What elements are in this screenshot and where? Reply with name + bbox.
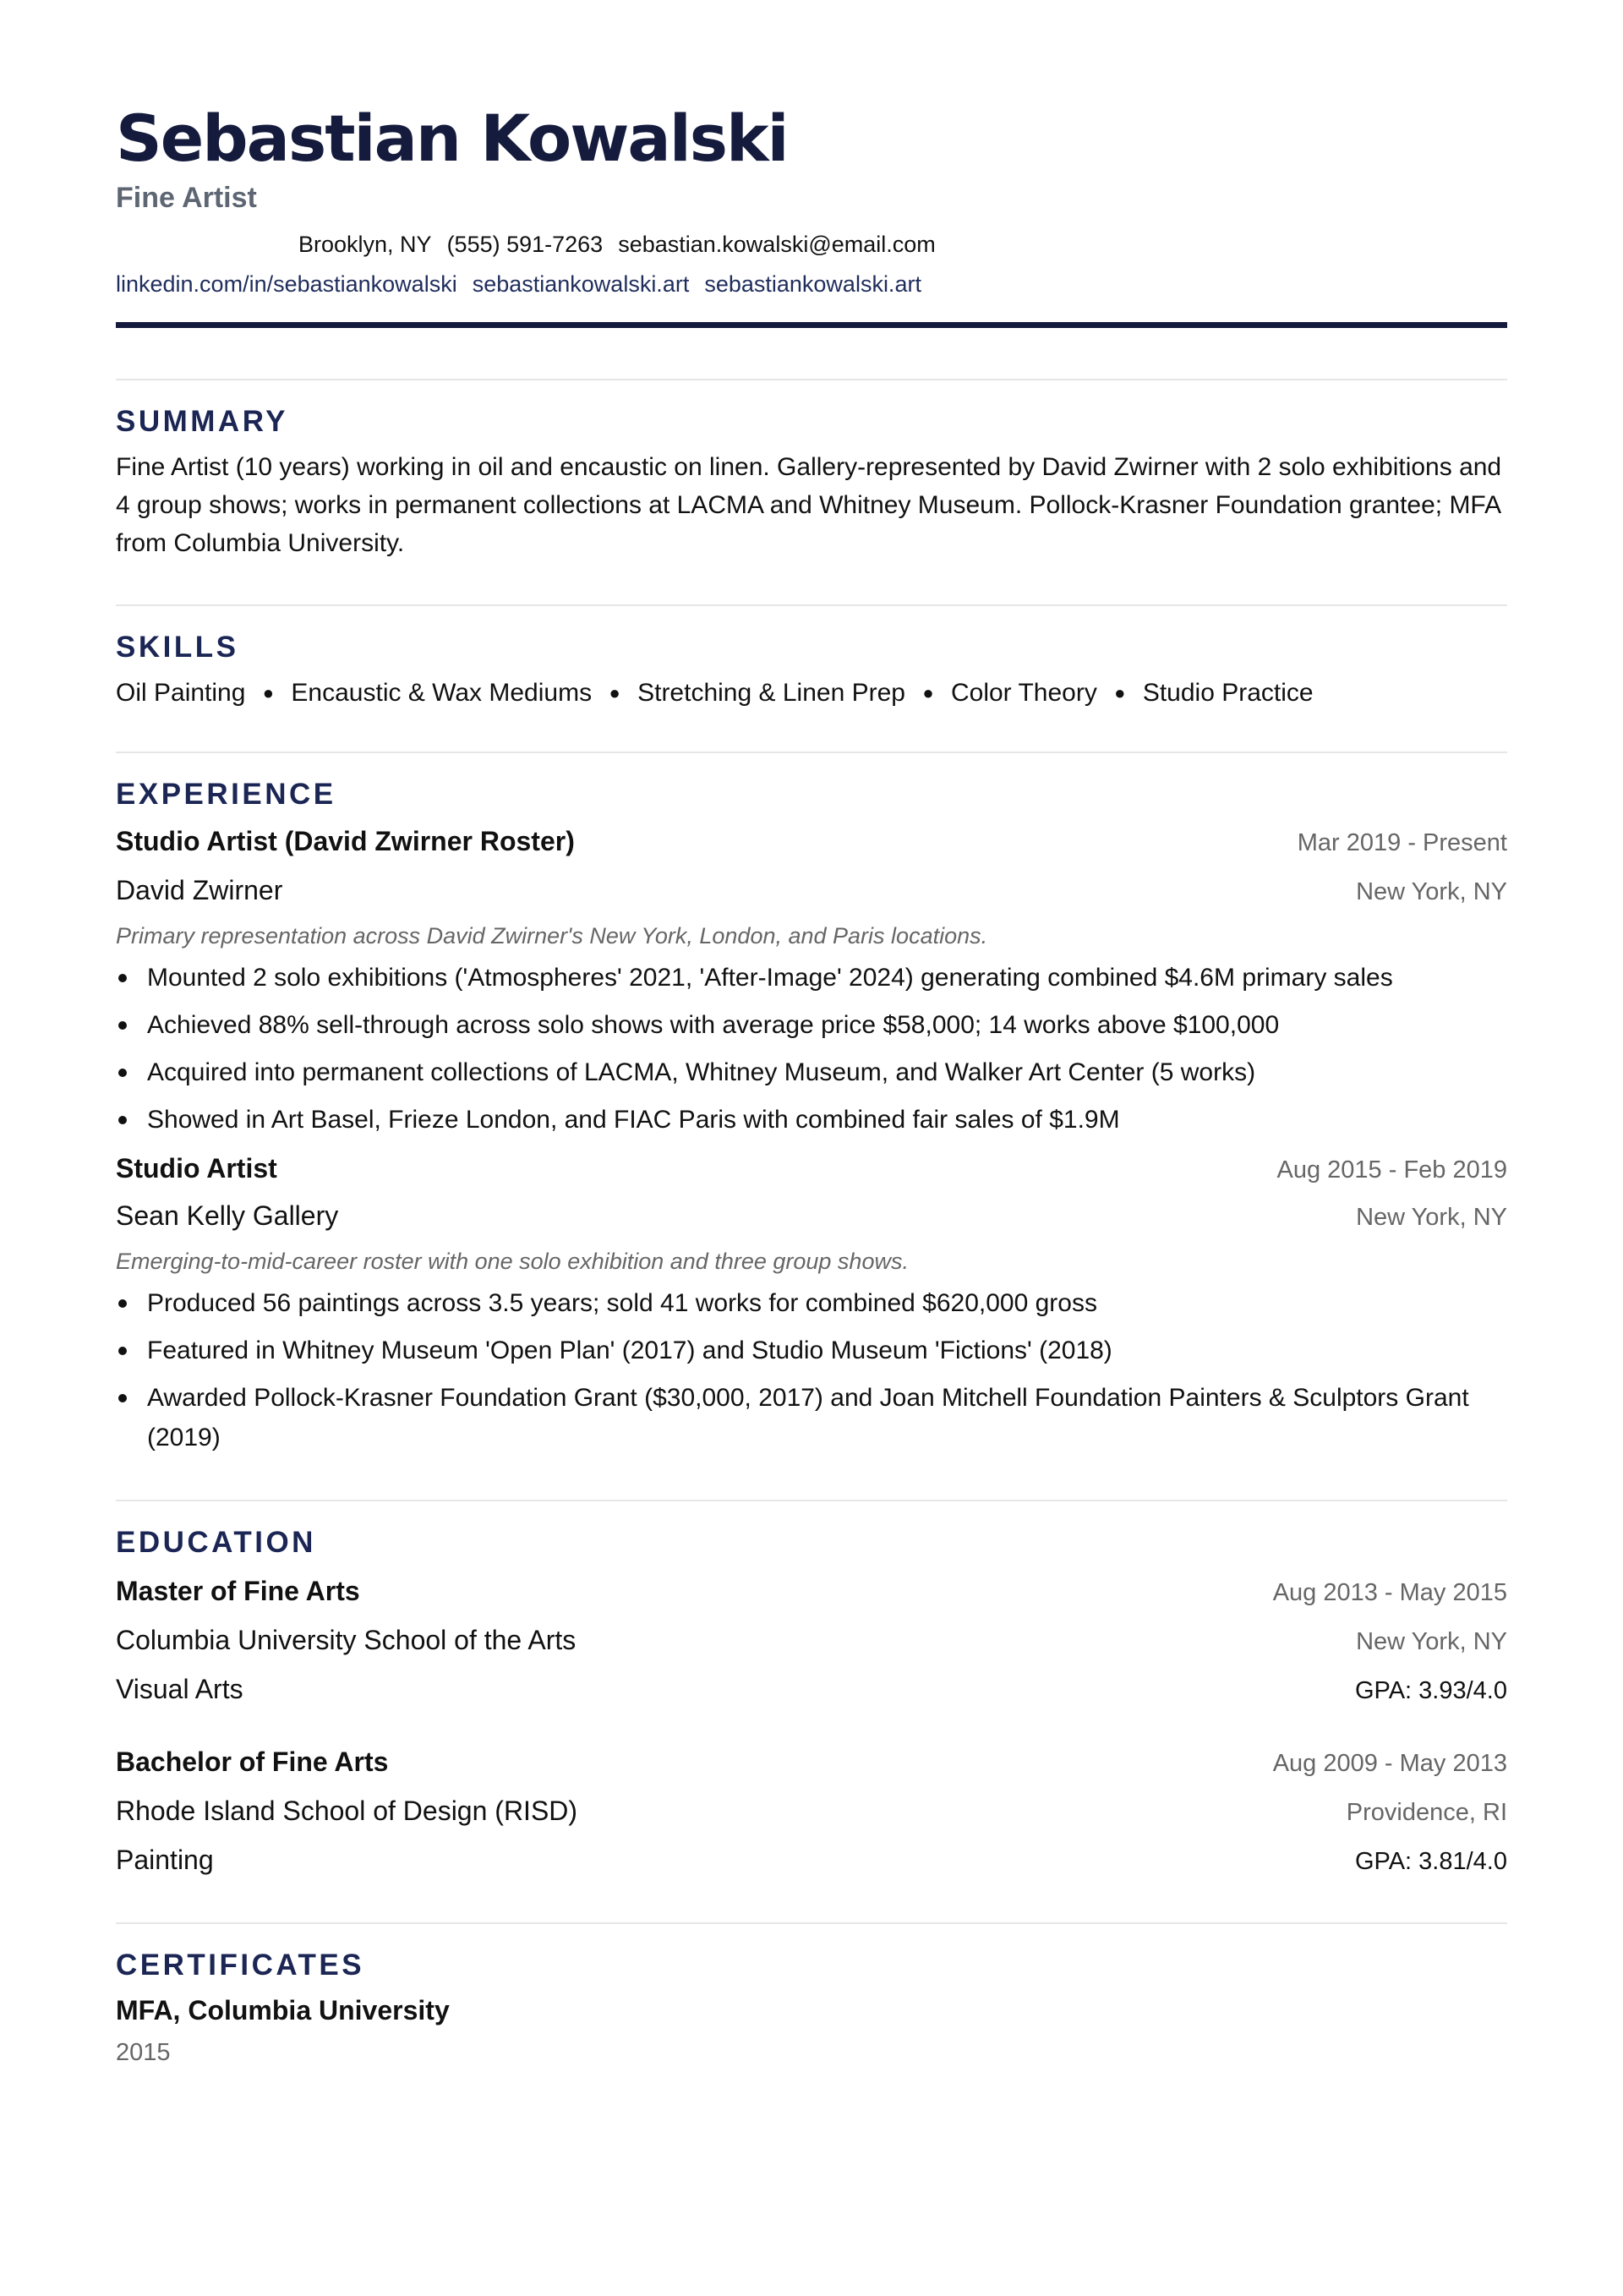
bullet-dot bbox=[118, 1347, 127, 1355]
summary-text: Fine Artist (10 years) working in oil and encaustic on linen. Gallery-represented by David Zwirner with 2 solo exhibitions and 4 group shows; works in permanent collections at LACMA and Whitney Museum. Pollock-Krasner Foundation grantee; MFA from Columbia University. bbox=[116, 453, 1502, 557]
bullet-text: Awarded Pollock-Krasner Foundation Grant ($30,000, 2017) and Joan Mitchell Foundation Painters & Sculptors Grant (2019) bbox=[147, 1384, 1469, 1451]
certificate-name: MFA, Columbia University bbox=[116, 1995, 450, 2025]
bullet-separator: ● bbox=[1114, 682, 1126, 703]
list-item bbox=[116, 1052, 1507, 1092]
bullet-text: Acquired into permanent collections of LACMA, Whitney Museum, and Walker Art Center (5 works) bbox=[147, 1058, 1256, 1086]
list-item bbox=[116, 1378, 1516, 1457]
phone-text: (555) 591-7263 bbox=[446, 232, 604, 257]
field-of-study: Visual Arts bbox=[116, 1674, 243, 1704]
section-divider bbox=[116, 1922, 1507, 1924]
location-text: Brooklyn, NY bbox=[298, 232, 432, 257]
bullet-text: Mounted 2 solo exhibitions ('Atmospheres' 2021, 'After-Image' 2024) generating combined $4.6M primary sales bbox=[147, 964, 1393, 992]
bullet-separator: ● bbox=[922, 682, 934, 703]
bullet-separator: ● bbox=[609, 682, 620, 703]
job-organization: David Zwirner bbox=[116, 875, 283, 905]
skills-list bbox=[116, 677, 1507, 709]
education-entry bbox=[116, 1743, 1507, 1880]
school-name: Columbia University School of the Arts bbox=[116, 1625, 577, 1655]
job-description: Primary representation across David Zwirner's New York, London, and Paris locations. bbox=[116, 923, 988, 948]
list-item bbox=[116, 958, 1507, 998]
school-name: Rhode Island School of Design (RISD) bbox=[116, 1796, 578, 1826]
list-item bbox=[116, 1100, 1507, 1140]
education-entry bbox=[116, 1572, 1507, 1709]
bullet-dot bbox=[118, 1299, 127, 1308]
bullet-text: Featured in Whitney Museum 'Open Plan' (2017) and Studio Museum 'Fictions' (2018) bbox=[147, 1337, 1112, 1364]
certificates-heading: CERTIFICATES bbox=[116, 1949, 365, 1982]
list-item bbox=[116, 1005, 1507, 1045]
job-location: New York, NY bbox=[1356, 1204, 1507, 1231]
skill-item: Stretching & Linen Prep bbox=[637, 679, 905, 707]
job-organization: Sean Kelly Gallery bbox=[116, 1200, 339, 1231]
summary-heading: SUMMARY bbox=[116, 405, 289, 438]
links-row bbox=[116, 270, 1507, 298]
bullet-text: Achieved 88% sell-through across solo shows with average price $58,000; 14 works above $100,000 bbox=[147, 1011, 1280, 1039]
gpa-text: GPA: 3.93/4.0 bbox=[1354, 1677, 1507, 1704]
bullet-dot bbox=[118, 974, 127, 982]
job-entry bbox=[116, 1150, 1507, 1457]
section-divider bbox=[116, 604, 1507, 606]
skill-item: Studio Practice bbox=[1142, 679, 1314, 707]
email-link[interactable]: sebastian.kowalski@email.com bbox=[618, 232, 936, 257]
job-location: New York, NY bbox=[1356, 878, 1507, 905]
bullet-dot bbox=[118, 1394, 127, 1402]
website-link-secondary[interactable]: sebastiankowalski.art bbox=[704, 271, 921, 297]
contact-row bbox=[298, 230, 1507, 259]
job-dates: Mar 2019 - Present bbox=[1297, 829, 1507, 856]
field-of-study: Painting bbox=[116, 1845, 214, 1875]
bullet-dot bbox=[118, 1069, 127, 1077]
job-bullets bbox=[116, 1283, 1507, 1457]
job-description: Emerging-to-mid-career roster with one solo exhibition and three group shows. bbox=[116, 1249, 909, 1274]
bullet-separator: ● bbox=[262, 682, 275, 703]
header-divider bbox=[116, 322, 1507, 328]
education-dates: Aug 2009 - May 2013 bbox=[1272, 1750, 1507, 1777]
section-divider bbox=[116, 752, 1507, 753]
job-entry bbox=[116, 823, 1507, 1140]
skill-item: Color Theory bbox=[950, 679, 1097, 707]
job-bullets bbox=[116, 958, 1507, 1140]
job-title: Studio Artist (David Zwirner Roster) bbox=[116, 826, 575, 856]
skill-item: Oil Painting bbox=[116, 679, 246, 707]
job-title: Studio Artist bbox=[116, 1153, 277, 1184]
bullet-dot bbox=[118, 1021, 127, 1030]
bullet-text: Showed in Art Basel, Frieze London, and FIAC Paris with combined fair sales of $1.9M bbox=[147, 1106, 1120, 1134]
list-item bbox=[116, 1331, 1507, 1370]
school-location: New York, NY bbox=[1356, 1628, 1507, 1655]
candidate-name: Sebastian Kowalski bbox=[116, 101, 788, 176]
skills-heading: SKILLS bbox=[116, 631, 239, 664]
degree-title: Master of Fine Arts bbox=[116, 1576, 360, 1606]
list-item bbox=[116, 1283, 1507, 1323]
bullet-text: Produced 56 paintings across 3.5 years; sold 41 works for combined $620,000 gross bbox=[147, 1289, 1097, 1317]
school-location: Providence, RI bbox=[1346, 1799, 1507, 1826]
skill-item: Encaustic & Wax Mediums bbox=[291, 679, 593, 707]
section-divider bbox=[116, 379, 1507, 380]
gpa-text: GPA: 3.81/4.0 bbox=[1354, 1848, 1507, 1875]
certificate-year: 2015 bbox=[116, 2039, 171, 2066]
job-dates: Aug 2015 - Feb 2019 bbox=[1276, 1156, 1507, 1184]
education-dates: Aug 2013 - May 2015 bbox=[1272, 1579, 1507, 1606]
education-heading: EDUCATION bbox=[116, 1526, 316, 1559]
linkedin-link[interactable]: linkedin.com/in/sebastiankowalski bbox=[116, 271, 457, 297]
section-divider bbox=[116, 1500, 1507, 1501]
website-link[interactable]: sebastiankowalski.art bbox=[472, 271, 690, 297]
degree-title: Bachelor of Fine Arts bbox=[116, 1747, 389, 1777]
experience-heading: EXPERIENCE bbox=[116, 778, 336, 811]
bullet-dot bbox=[118, 1116, 127, 1124]
candidate-role: Fine Artist bbox=[116, 182, 257, 214]
certificate-entry bbox=[116, 1992, 1507, 2071]
